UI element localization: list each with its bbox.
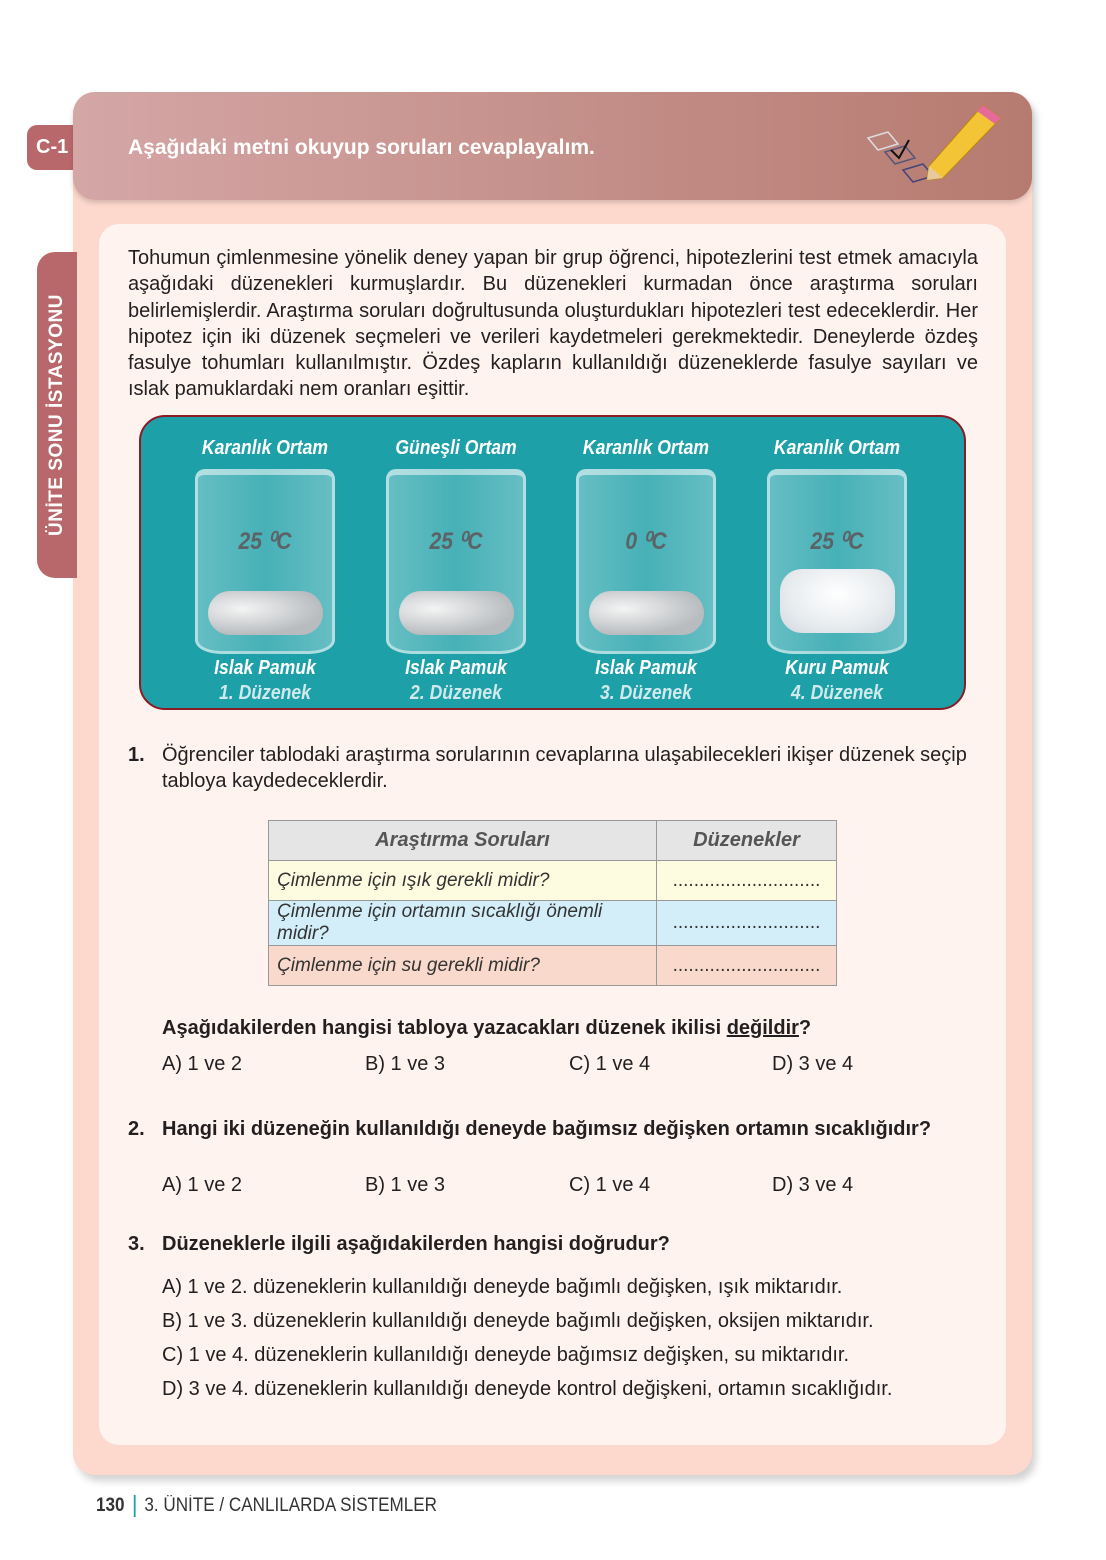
option-d[interactable]: D) 3 ve 4 <box>772 1174 854 1196</box>
activity-title: Aşağıdaki metni okuyup soruları cevaplayalım. <box>128 136 595 159</box>
option-a[interactable]: A) 1 ve 2. düzeneklerin kullanıldığı deneyde bağımlı değişken, ışık miktarıdır. <box>162 1276 843 1298</box>
question-3: 3. Düzeneklerle ilgili aşağıdakilerden hangisi doğrudur? <box>128 1233 670 1255</box>
wet-cotton <box>589 591 704 635</box>
divider <box>134 1495 136 1517</box>
option-d[interactable]: D) 3 ve 4 <box>772 1053 854 1075</box>
beaker-icon: 25 ⁰C <box>386 469 526 654</box>
research-questions-table: Araştırma Soruları Düzenekler Çimlenme için ışık gerekli midir? ............................ Çimlenme için ortamın sıcaklığı önemli midir? ............................ Çimlenme için su gerekli midir? ............................ <box>268 820 837 986</box>
option-b[interactable]: B) 1 ve 3. düzeneklerin kullanıldığı deneyde bağımlı değişken, oksijen miktarıdır. <box>162 1310 874 1332</box>
option-c[interactable]: C) 1 ve 4. düzeneklerin kullanıldığı deneyde bağımsız değişken, su miktarıdır. <box>162 1344 850 1366</box>
question-2: 2. Hangi iki düzeneğin kullanıldığı deneyde bağımsız değişken ortamın sıcaklığıdır? <box>128 1118 932 1140</box>
option-a[interactable]: A) 1 ve 2 <box>162 1174 243 1196</box>
page-footer <box>96 1495 437 1517</box>
wet-cotton <box>208 591 323 635</box>
intro-paragraph: Tohumun çimlenmesine yönelik deney yapan bir grup öğrenci, hipotezlerini test etmek amacıyla aşağıdaki düzenekleri kurmuşlardır. Bu düzenekleri kurmadan önce araştırma soruları belirlemişlerdir. Araştırma soruları doğrultusunda oluşturdukları hipotezleri test edeceklerdir. Her hipotez için iki düzenek seçmeleri ve verileri kaydetmeleri gerekmektedir. Deneylerde özdeş fasulye tohumları kullanılmıştır. Özdeş kapların kullanıldığı düzeneklerde fasulye sayıları ve ıslak pamuklardaki nem oranları eşittir. <box>128 247 978 401</box>
question-1-prompt: Aşağıdakilerden hangisi tabloya yazacakları düzenek ikilisi değildir? <box>162 1017 812 1039</box>
beaker-icon: 25 ⁰C <box>767 469 907 654</box>
question-1: 1. Öğrenciler tablodaki araştırma sorularının cevaplarına ulaşabilecekleri ikişer düzenek seçip tabloya kaydedeceklerdir. <box>128 744 967 792</box>
table-row: Çimlenme için ortamın sıcaklığı önemli midir? ............................ <box>269 901 837 946</box>
option-b[interactable]: B) 1 ve 3 <box>365 1174 446 1196</box>
table-row: Çimlenme için su gerekli midir? ............................ <box>269 946 837 986</box>
option-d[interactable]: D) 3 ve 4. düzeneklerin kullanıldığı deneyde kontrol değişkeni, ortamın sıcaklığıdır. <box>162 1378 893 1400</box>
unit-title: 3. ÜNİTE / CANLILARDA SİSTEMLER <box>144 1495 438 1517</box>
experiment-setups-panel: Karanlık Ortam 25 ⁰C Islak Pamuk 1. Düzenek Güneşli Ortam 25 ⁰C Islak Pamuk 2. Düzenek Karanlık Ortam 0 ⁰C Islak Pamuk 3. Düzenek Karanlık Ortam 25 ⁰C Kuru Pamuk 4. Düzenek <box>139 415 966 710</box>
option-c[interactable]: C) 1 ve 4 <box>569 1053 651 1075</box>
beaker-icon: 25 ⁰C <box>195 469 335 654</box>
option-c[interactable]: C) 1 ve 4 <box>569 1174 651 1196</box>
dry-cotton <box>780 569 895 633</box>
table-row: Çimlenme için ışık gerekli midir? ............................ <box>269 861 837 901</box>
pencil-checklist-icon <box>863 100 1008 190</box>
option-a[interactable]: A) 1 ve 2 <box>162 1053 243 1075</box>
activity-code-tab: C-1 <box>27 125 77 170</box>
page-number: 130 <box>96 1495 125 1517</box>
activity-header <box>73 92 1032 200</box>
unit-end-side-tab: ÜNİTE SONU İSTASYONU <box>37 252 77 578</box>
option-b[interactable]: B) 1 ve 3 <box>365 1053 446 1075</box>
wet-cotton <box>399 591 514 635</box>
beaker-icon: 0 ⁰C <box>576 469 716 654</box>
